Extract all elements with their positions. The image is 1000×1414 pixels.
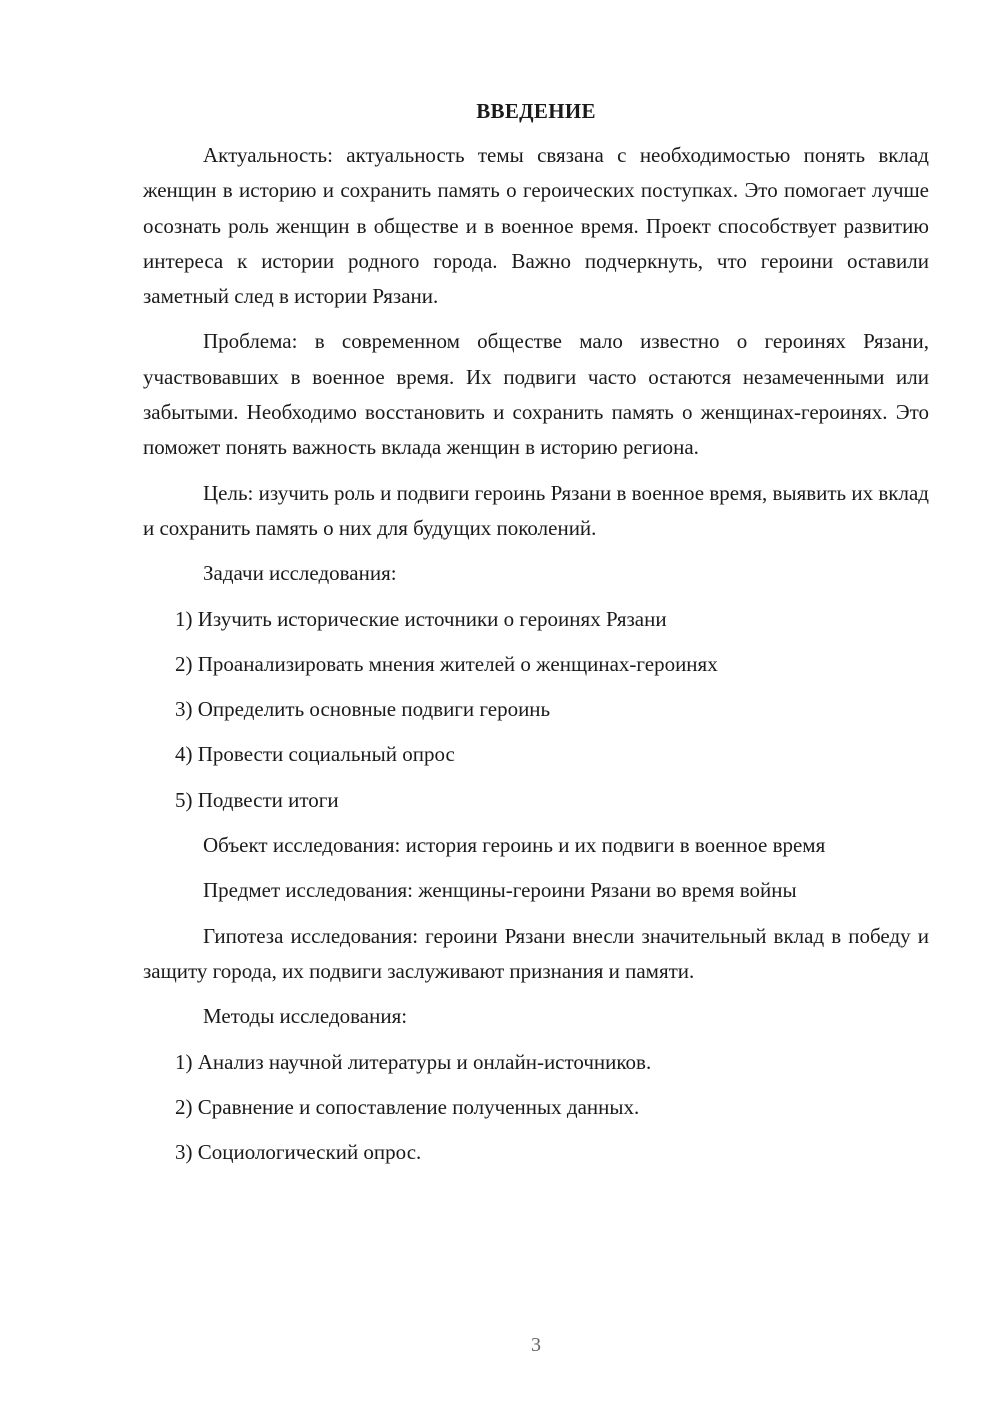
- page-number: 3: [531, 1334, 541, 1356]
- methods-heading: Методы исследования:: [203, 1004, 408, 1029]
- subject-paragraph: Предмет исследования: женщины-героини Рязани во время войны: [203, 878, 797, 903]
- list-item: 3) Социологический опрос.: [175, 1140, 422, 1165]
- object-paragraph: Объект исследования: история героинь и их подвиги в военное время: [203, 833, 826, 858]
- list-item: 4) Провести социальный опрос: [175, 742, 455, 767]
- list-item: 5) Подвести итоги: [175, 787, 339, 812]
- problem-paragraph: Проблема: в современном обществе мало известно о героинях Рязани, участвовавших в военное время. Их подвиги часто остаются незамеченными или забытыми. Необходимо восстановить и сохранить память о женщинах-героинях. Это поможет понять важность вклада женщин в историю региона.: [143, 329, 929, 460]
- list-item: 1) Изучить исторические источники о героинях Рязани: [175, 606, 667, 631]
- list-item: 2) Проанализировать мнения жителей о женщинах-героинях: [175, 651, 718, 676]
- tasks-heading: Задачи исследования:: [203, 561, 397, 586]
- relevance-paragraph: Актуальность: актуальность темы связана с необходимостью понять вклад женщин в историю и сохранить память о героических поступках. Это помогает лучше осознать роль женщин в обществе и в военное время. Проект способствует развитию интереса к истории родного города. Важно подчеркнуть, что героини оставили заметный след в истории Рязани.: [143, 143, 929, 309]
- list-item: 2) Сравнение и сопоставление полученных данных.: [175, 1094, 640, 1119]
- hypothesis-paragraph: Гипотеза исследования: героини Рязани внесли значительный вклад в победу и защиту города, их подвиги заслуживают признания и памяти.: [143, 923, 929, 983]
- section-title: ВВЕДЕНИЕ: [476, 99, 596, 123]
- methods-list: [143, 1045, 929, 1171]
- list-item: 1) Анализ научной литературы и онлайн-источников.: [175, 1049, 652, 1074]
- list-item: 3) Определить основные подвиги героинь: [175, 697, 551, 722]
- document-body: [143, 96, 929, 1180]
- goal-paragraph: Цель: изучить роль и подвиги героинь Рязани в военное время, выявить их вклад и сохранить память о них для будущих поколений.: [143, 480, 929, 540]
- tasks-list: [143, 602, 929, 818]
